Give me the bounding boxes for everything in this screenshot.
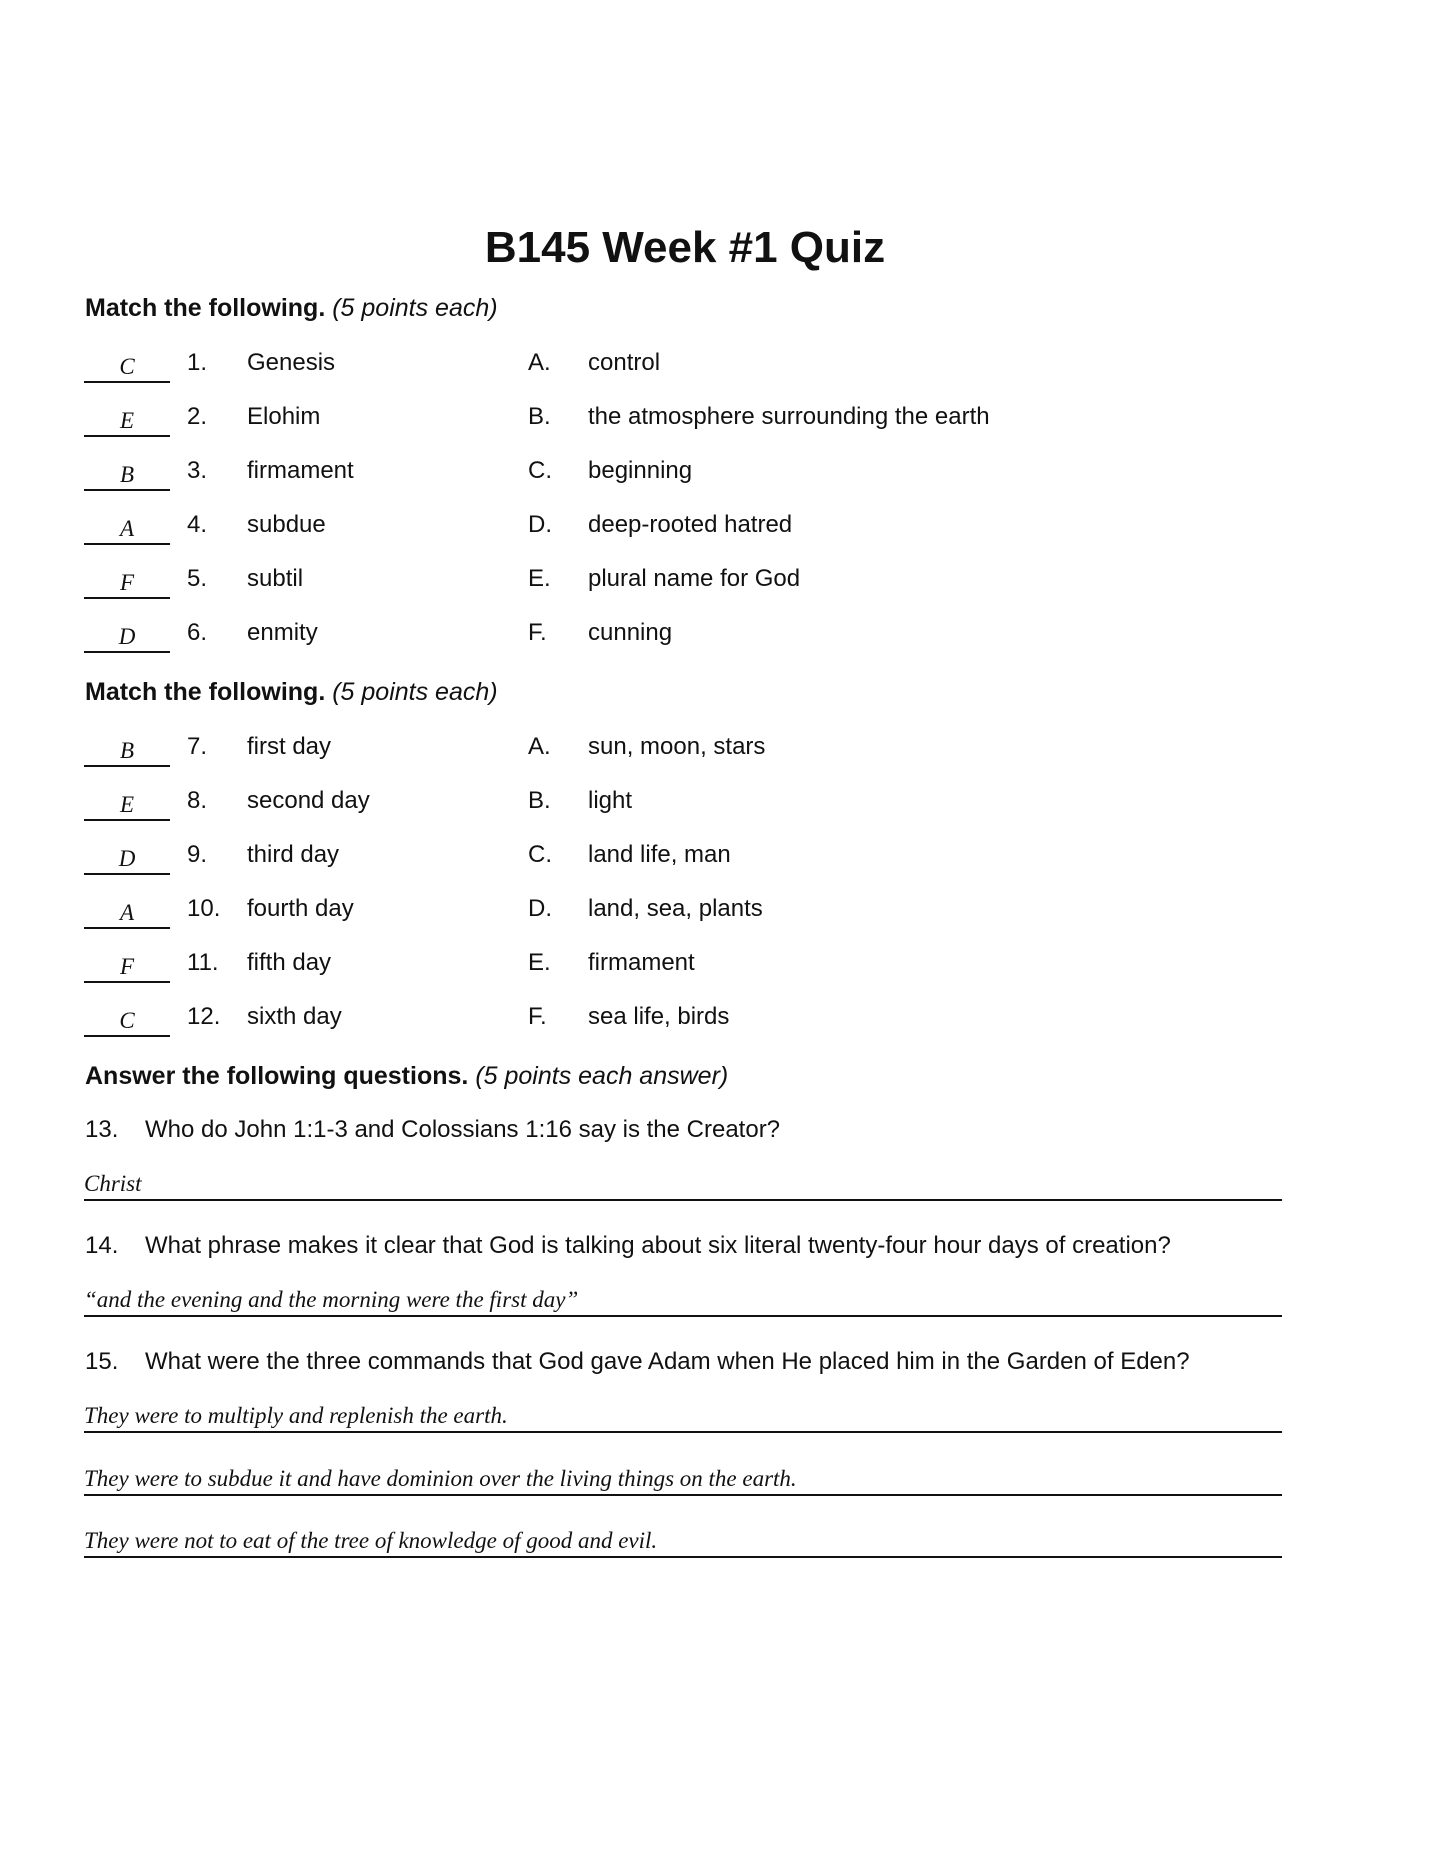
match-row	[0, 564, 1445, 604]
match-row	[0, 840, 1445, 880]
option-definition: beginning	[588, 457, 693, 484]
question-text: What phrase makes it clear that God is talking about six literal twenty-four hour days of creation?	[145, 1232, 1171, 1259]
page-title: B145 Week #1 Quiz	[484, 223, 886, 272]
answer-line[interactable]: They were not to eat of the tree of knowledge of good and evil.	[84, 1522, 1282, 1558]
item-term: second day	[247, 787, 370, 814]
section-1-heading-text: Match the following.	[85, 294, 326, 322]
option-letter: F.	[528, 619, 547, 646]
option-letter: A.	[528, 349, 551, 376]
item-number: 2.	[187, 403, 208, 430]
option-definition: sea life, birds	[588, 1003, 730, 1030]
option-letter: B.	[528, 787, 551, 814]
section-3-heading-text: Answer the following questions.	[85, 1062, 469, 1090]
item-number: 1.	[187, 349, 208, 376]
option-definition: cunning	[588, 619, 673, 646]
match-row	[0, 456, 1445, 496]
option-definition: firmament	[588, 949, 695, 976]
item-term: fourth day	[247, 895, 354, 922]
item-number: 7.	[187, 733, 208, 760]
option-letter: C.	[528, 457, 552, 484]
option-definition: the atmosphere surrounding the earth	[588, 403, 990, 430]
option-definition: light	[588, 787, 633, 814]
item-number: 9.	[187, 841, 208, 868]
option-definition: land, sea, plants	[588, 895, 763, 922]
item-term: third day	[247, 841, 340, 868]
answer-blank[interactable]: F	[84, 564, 170, 599]
item-term: Genesis	[247, 349, 336, 376]
section-2-points-note: (5 points each)	[332, 678, 498, 706]
answer-line[interactable]: Christ	[84, 1165, 1282, 1201]
option-definition: plural name for God	[588, 565, 801, 592]
option-letter: E.	[528, 565, 551, 592]
answer-blank[interactable]: D	[84, 618, 170, 653]
item-term: firmament	[247, 457, 354, 484]
match-row	[0, 786, 1445, 826]
item-number: 8.	[187, 787, 208, 814]
section-1-points-note: (5 points each)	[332, 294, 498, 322]
option-letter: E.	[528, 949, 551, 976]
answer-blank[interactable]: B	[84, 456, 170, 491]
item-number: 12.	[187, 1003, 221, 1030]
question-number: 14.	[85, 1232, 119, 1259]
item-term: fifth day	[247, 949, 332, 976]
item-number: 3.	[187, 457, 208, 484]
option-letter: B.	[528, 403, 551, 430]
answer-blank[interactable]: F	[84, 948, 170, 983]
section-2-heading	[85, 677, 498, 707]
option-definition: deep-rooted hatred	[588, 511, 793, 538]
answer-blank[interactable]: A	[84, 894, 170, 929]
item-number: 4.	[187, 511, 208, 538]
match-row	[0, 402, 1445, 442]
answer-line[interactable]: They were to multiply and replenish the earth.	[84, 1397, 1282, 1433]
item-number: 6.	[187, 619, 208, 646]
section-1-heading	[85, 293, 498, 323]
option-letter: D.	[528, 895, 552, 922]
section-3-heading	[85, 1061, 728, 1091]
section-2-heading-text: Match the following.	[85, 678, 326, 706]
answer-line[interactable]: “and the evening and the morning were the first day”	[84, 1281, 1282, 1317]
option-letter: C.	[528, 841, 552, 868]
question-text: What were the three commands that God gave Adam when He placed him in the Garden of Eden?	[145, 1348, 1190, 1375]
answer-blank[interactable]: A	[84, 510, 170, 545]
answer-blank[interactable]: E	[84, 786, 170, 821]
match-row	[0, 348, 1445, 388]
option-letter: F.	[528, 1003, 547, 1030]
answer-blank[interactable]: C	[84, 348, 170, 383]
option-letter: A.	[528, 733, 551, 760]
answer-line[interactable]: They were to subdue it and have dominion over the living things on the earth.	[84, 1460, 1282, 1496]
answer-blank[interactable]: D	[84, 840, 170, 875]
answer-blank[interactable]: B	[84, 732, 170, 767]
match-row	[0, 894, 1445, 934]
answer-blank[interactable]: C	[84, 1002, 170, 1037]
match-row	[0, 510, 1445, 550]
item-term: first day	[247, 733, 332, 760]
match-row	[0, 732, 1445, 772]
answer-blank[interactable]: E	[84, 402, 170, 437]
item-term: enmity	[247, 619, 318, 646]
item-term: Elohim	[247, 403, 321, 430]
match-row	[0, 948, 1445, 988]
item-term: sixth day	[247, 1003, 342, 1030]
item-term: subdue	[247, 511, 326, 538]
question-number: 13.	[85, 1116, 119, 1143]
item-number: 5.	[187, 565, 208, 592]
section-3-points-note: (5 points each answer)	[475, 1062, 729, 1090]
match-row	[0, 618, 1445, 658]
option-definition: sun, moon, stars	[588, 733, 766, 760]
match-row	[0, 1002, 1445, 1042]
item-number: 10.	[187, 895, 221, 922]
item-term: subtil	[247, 565, 304, 592]
option-definition: control	[588, 349, 661, 376]
option-letter: D.	[528, 511, 552, 538]
item-number: 11.	[187, 949, 219, 976]
option-definition: land life, man	[588, 841, 731, 868]
question-text: Who do John 1:1-3 and Colossians 1:16 say is the Creator?	[145, 1116, 781, 1143]
question-number: 15.	[85, 1348, 119, 1375]
